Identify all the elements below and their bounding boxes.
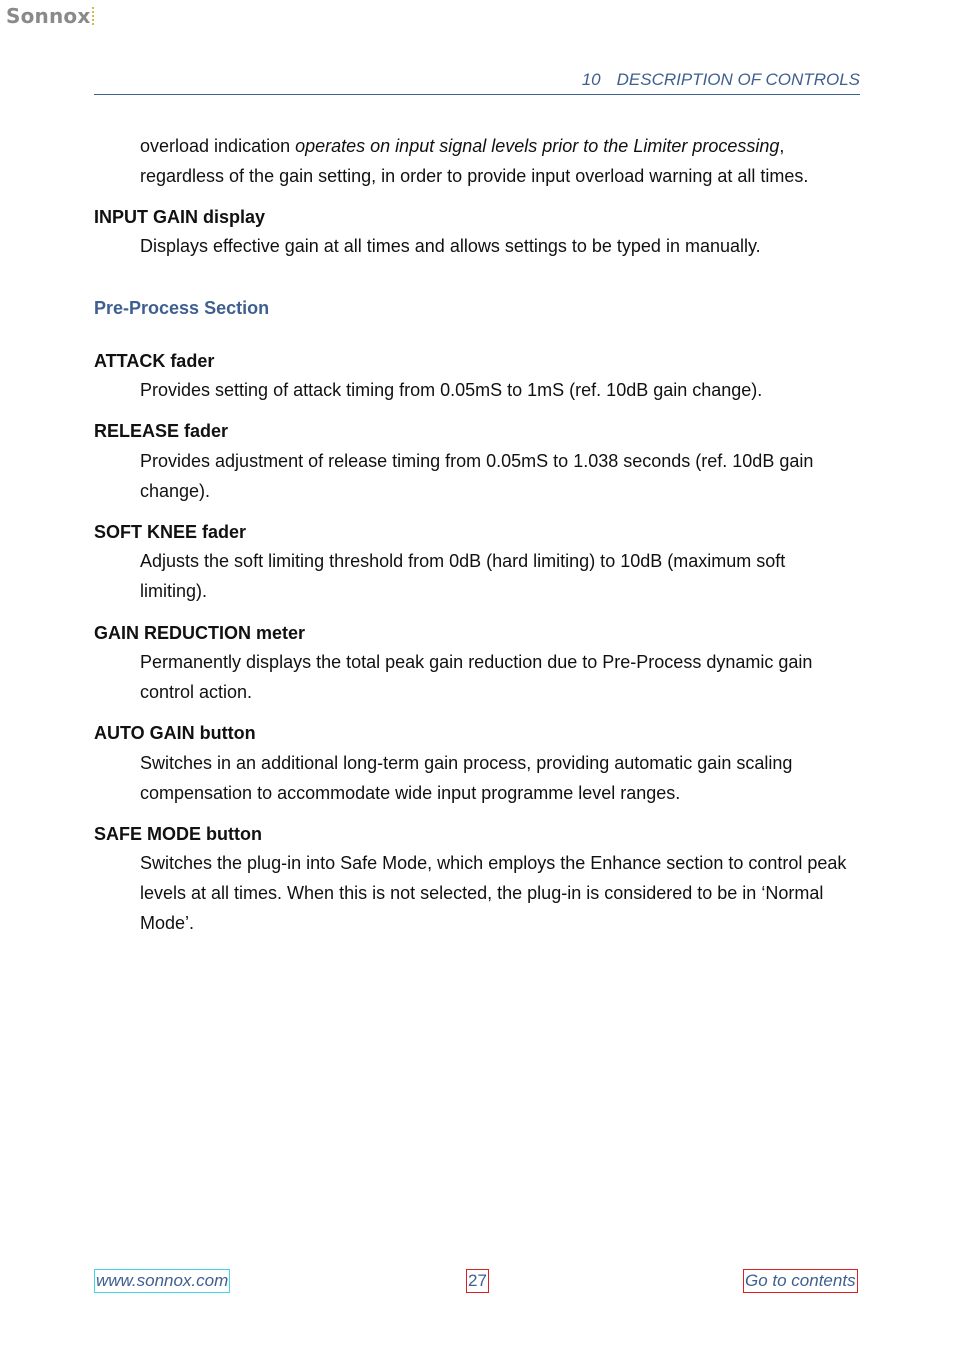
soft-knee-heading: SOFT KNEE fader bbox=[94, 522, 247, 542]
gain-reduction-heading: GAIN REDUCTION meter bbox=[94, 623, 306, 643]
sonnox-logo: Sonnox bbox=[6, 4, 94, 28]
gain-reduction-text: Permanently displays the total peak gain reduction due to Pre-Process dynamic gain control action. bbox=[140, 652, 813, 702]
input-gain-heading: INPUT GAIN display bbox=[94, 207, 266, 227]
website-link[interactable]: www.sonnox.com bbox=[94, 1269, 230, 1293]
intro-emphasis: operates on input signal levels prior to the Limiter processing bbox=[295, 136, 780, 156]
soft-knee-text: Adjusts the soft limiting threshold from 0dB (hard limiting) to 10dB (maximum soft limiting). bbox=[140, 551, 786, 601]
auto-gain-heading: AUTO GAIN button bbox=[94, 723, 256, 743]
chapter-number: 10 bbox=[581, 70, 601, 89]
chapter-title: DESCRIPTION OF CONTROLS bbox=[616, 70, 860, 89]
logo-dots-icon bbox=[92, 7, 94, 25]
header-rule bbox=[94, 94, 860, 95]
release-heading: RELEASE fader bbox=[94, 421, 229, 441]
safe-mode-text: Switches the plug-in into Safe Mode, which employs the Enhance section to control peak levels at all times. When this is not selected, the plug-in is considered to be in ‘Normal Mode’. bbox=[140, 853, 847, 933]
input-gain-text: Displays effective gain at all times and allows settings to be typed in manually. bbox=[140, 236, 761, 256]
release-text: Provides adjustment of release timing from 0.05mS to 1.038 seconds (ref. 10dB gain change). bbox=[140, 451, 814, 501]
attack-heading: ATTACK fader bbox=[94, 351, 215, 371]
intro-paragraph: overload indication operates on input signal levels prior to the Limiter processing, regardless of the gain setting, in order to provide input overload warning at all times. bbox=[140, 136, 809, 186]
go-to-contents-link[interactable]: Go to contents bbox=[743, 1269, 858, 1293]
page-number-link[interactable]: 27 bbox=[466, 1269, 489, 1293]
attack-text: Provides setting of attack timing from 0.05mS to 1mS (ref. 10dB gain change). bbox=[140, 380, 763, 400]
safe-mode-heading: SAFE MODE button bbox=[94, 824, 262, 844]
running-header bbox=[94, 70, 860, 90]
section-title: Pre-Process Section bbox=[94, 298, 270, 318]
auto-gain-text: Switches in an additional long-term gain process, providing automatic gain scaling compensation to accommodate wide input programme level ranges. bbox=[140, 753, 793, 803]
